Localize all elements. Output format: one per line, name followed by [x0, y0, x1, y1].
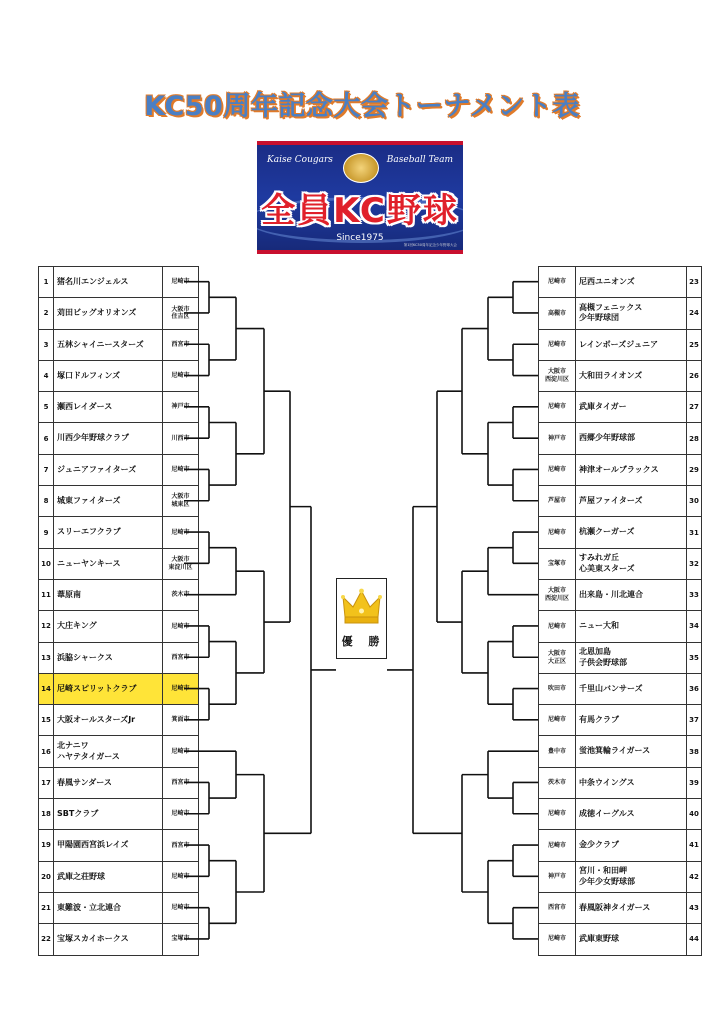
logo-main-text: 全員KC野球	[261, 191, 459, 231]
team-number: 22	[39, 924, 54, 955]
text-line: 葦原南	[57, 589, 81, 599]
team-number: 4	[39, 360, 54, 391]
text-line: 神戸市	[547, 872, 566, 880]
text-line: 尼崎市	[171, 904, 190, 912]
text-line: 尼崎市	[171, 278, 190, 286]
text-line: 子供会野球部	[579, 657, 627, 667]
team-number: 44	[687, 924, 702, 955]
logo-since-text: Since1975	[336, 233, 384, 243]
text-line: 高槻市	[547, 309, 566, 317]
team-number: 26	[687, 360, 702, 391]
team-number: 41	[687, 830, 702, 861]
team-number: 2	[39, 298, 54, 329]
team-number: 7	[39, 454, 54, 485]
text-line: 塚口ドルフィンズ	[57, 370, 121, 380]
text-line: 春風阪神タイガース	[579, 902, 651, 912]
team-number: 1	[39, 267, 54, 298]
text-line: スリーエフクラブ	[57, 527, 121, 537]
text-line: 川西市	[171, 434, 190, 442]
text-line: 大阪市	[171, 493, 190, 501]
text-line: 大阪市	[171, 556, 190, 564]
text-line: 尼崎市	[547, 716, 566, 724]
team-number: 19	[39, 830, 54, 861]
text-line: 北恩加島	[579, 647, 611, 657]
text-line: 尼西ユニオンズ	[579, 276, 635, 286]
text-line: 有馬クラブ	[579, 715, 619, 725]
text-line: 西宮市	[547, 904, 566, 912]
text-line: 尼崎市	[547, 810, 566, 818]
text-line: 神津オールブラックス	[579, 464, 659, 474]
team-number: 17	[39, 767, 54, 798]
team-number: 15	[39, 705, 54, 736]
text-line: 瀬西レイダース	[57, 402, 113, 412]
text-line: 出来島・川北連合	[579, 589, 643, 599]
team-number: 30	[687, 486, 702, 517]
crown-icon	[341, 587, 382, 627]
text-line: ハヤテタイガース	[57, 751, 120, 761]
team-number: 39	[687, 767, 702, 798]
text-line: 猪名川エンジェルス	[57, 276, 129, 286]
text-line: 吹田市	[547, 685, 566, 693]
text-line: 神戸市	[171, 403, 190, 411]
team-number: 23	[687, 267, 702, 298]
text-line: 城東区	[171, 501, 190, 509]
team-number: 31	[687, 517, 702, 548]
text-line: 芦屋市	[547, 497, 566, 505]
team-number: 9	[39, 517, 54, 548]
text-line: 金少クラブ	[579, 840, 619, 850]
text-line: 大阪オールスターズJr	[57, 715, 136, 725]
logo-top-right-text: Baseball Team	[386, 155, 453, 165]
team-number: 21	[39, 892, 54, 923]
team-number: 3	[39, 329, 54, 360]
text-line: 千里山バンサーズ	[579, 683, 643, 693]
text-line: 茨木市	[547, 779, 566, 786]
text-line: 尼崎スピリットクラブ	[57, 683, 137, 693]
team-number: 36	[687, 673, 702, 704]
team-number: 8	[39, 486, 54, 517]
text-line: 尼崎市	[547, 935, 566, 943]
team-number: 33	[687, 579, 702, 610]
text-line: 東淀川区	[168, 563, 193, 571]
team-number: 34	[687, 611, 702, 642]
team-number: 25	[687, 329, 702, 360]
text-line: 成徳イーグルス	[579, 809, 635, 818]
text-line: 尼崎市	[547, 622, 566, 630]
text-line: 城東ファイターズ	[57, 496, 121, 506]
text-line: 尼崎市	[171, 372, 190, 380]
text-line: 豊中市	[547, 747, 566, 755]
text-line: 尼崎市	[171, 685, 190, 693]
team-number: 14	[39, 673, 54, 704]
text-line: レインボーズジュニア	[579, 339, 659, 349]
text-line: 尼崎市	[547, 340, 566, 348]
team-number: 40	[687, 799, 702, 830]
logo-small-text: 第1回KC50周年記念少年野球大会	[403, 243, 457, 247]
text-line: 心美東スターズ	[579, 563, 635, 573]
text-line: 尼崎市	[171, 622, 190, 630]
team-number: 13	[39, 642, 54, 673]
team-number: 10	[39, 548, 54, 579]
text-line: SBTクラブ	[57, 809, 99, 818]
text-line: 尼崎市	[171, 872, 190, 880]
team-number: 6	[39, 423, 54, 454]
text-line: 武庫之荘野球	[57, 871, 105, 881]
text-line: ニューヤンキース	[57, 558, 121, 568]
text-line: 宝塚スカイホークス	[57, 934, 129, 944]
text-line: 五林シャイニースターズ	[57, 339, 144, 349]
text-line: 西宮市	[171, 340, 190, 348]
team-number: 12	[39, 611, 54, 642]
text-line: 浜脇シャークス	[57, 652, 113, 662]
text-line: 苅田ビッグオリオンズ	[57, 308, 137, 318]
text-line: 尼崎市	[547, 841, 566, 849]
text-line: 蛍池箕輪ライガース	[579, 746, 651, 756]
champion-label: 優 勝	[341, 635, 386, 648]
text-line: 西淀川区	[544, 376, 569, 384]
text-line: 尼崎市	[171, 747, 190, 755]
text-line: 尼崎市	[547, 528, 566, 536]
text-line: 尼崎市	[547, 466, 566, 474]
team-number: 32	[687, 548, 702, 579]
text-line: 武庫東野球	[579, 934, 619, 944]
text-line: すみれガ丘	[579, 553, 619, 563]
text-line: 宮川・和田岬	[579, 866, 627, 876]
text-line: 北ナニワ	[57, 741, 89, 751]
team-number: 43	[687, 892, 702, 923]
team-number: 18	[39, 799, 54, 830]
text-line: 大阪市	[547, 649, 566, 657]
text-line: 西郷少年野球部	[579, 433, 635, 443]
team-number: 29	[687, 454, 702, 485]
team-number: 27	[687, 392, 702, 423]
team-number: 11	[39, 579, 54, 610]
text-line: 西宮市	[171, 841, 190, 849]
text-line: 大庄キング	[57, 621, 97, 631]
text-line: 大阪市	[547, 368, 566, 376]
logo-top-left-text: Kaise Cougars	[267, 155, 333, 165]
text-line: 中条ウイングス	[579, 777, 635, 787]
champion-box	[336, 578, 387, 659]
text-line: 宝塚市	[171, 935, 190, 943]
text-line: 大阪市	[547, 587, 566, 595]
text-line: 春風サンダース	[57, 777, 112, 787]
team-number: 5	[39, 392, 54, 423]
text-line: 甲陽園西宮浜レイズ	[57, 840, 129, 850]
team-number: 24	[687, 298, 702, 329]
text-line: 東難波・立北連合	[57, 902, 121, 912]
text-line: 茨木市	[171, 591, 190, 599]
team-number: 16	[39, 736, 54, 767]
team-number: 38	[687, 736, 702, 767]
team-number: 42	[687, 861, 702, 892]
text-line: 尼崎市	[547, 278, 566, 286]
text-line: 住吉区	[171, 313, 190, 321]
text-line: 大和田ライオンズ	[579, 370, 643, 380]
text-line: 西淀川区	[544, 595, 569, 603]
text-line: 尼崎市	[171, 466, 190, 474]
page-title: KC50周年記念大会トーナメント表	[144, 91, 580, 122]
text-line: 少年少女野球部	[579, 876, 635, 886]
team-number: 35	[687, 642, 702, 673]
text-line: 神戸市	[547, 434, 566, 442]
text-line: 芦屋ファイターズ	[579, 496, 643, 506]
text-line: ニュー大和	[579, 621, 619, 631]
team-number: 37	[687, 705, 702, 736]
text-line: 尼崎市	[547, 403, 566, 411]
text-line: 尼崎市	[171, 810, 190, 818]
text-line: 西宮市	[171, 779, 190, 786]
text-line: 大阪市	[171, 305, 190, 313]
text-line: ジュニアファイターズ	[57, 464, 137, 474]
text-line: 宝塚市	[547, 559, 566, 567]
text-line: 西宮市	[171, 653, 190, 661]
text-line: 川西少年野球クラブ	[57, 433, 129, 443]
text-line: 大正区	[547, 657, 566, 665]
text-line: 高槻フェニックス	[579, 303, 643, 313]
text-line: 武庫タイガー	[579, 402, 627, 412]
text-line: 杭瀬クーガーズ	[579, 527, 635, 537]
text-line: 箕面市	[171, 716, 190, 724]
text-line: 尼崎市	[171, 528, 190, 536]
team-number: 28	[687, 423, 702, 454]
text-line: 少年野球団	[579, 313, 619, 323]
team-number: 20	[39, 861, 54, 892]
